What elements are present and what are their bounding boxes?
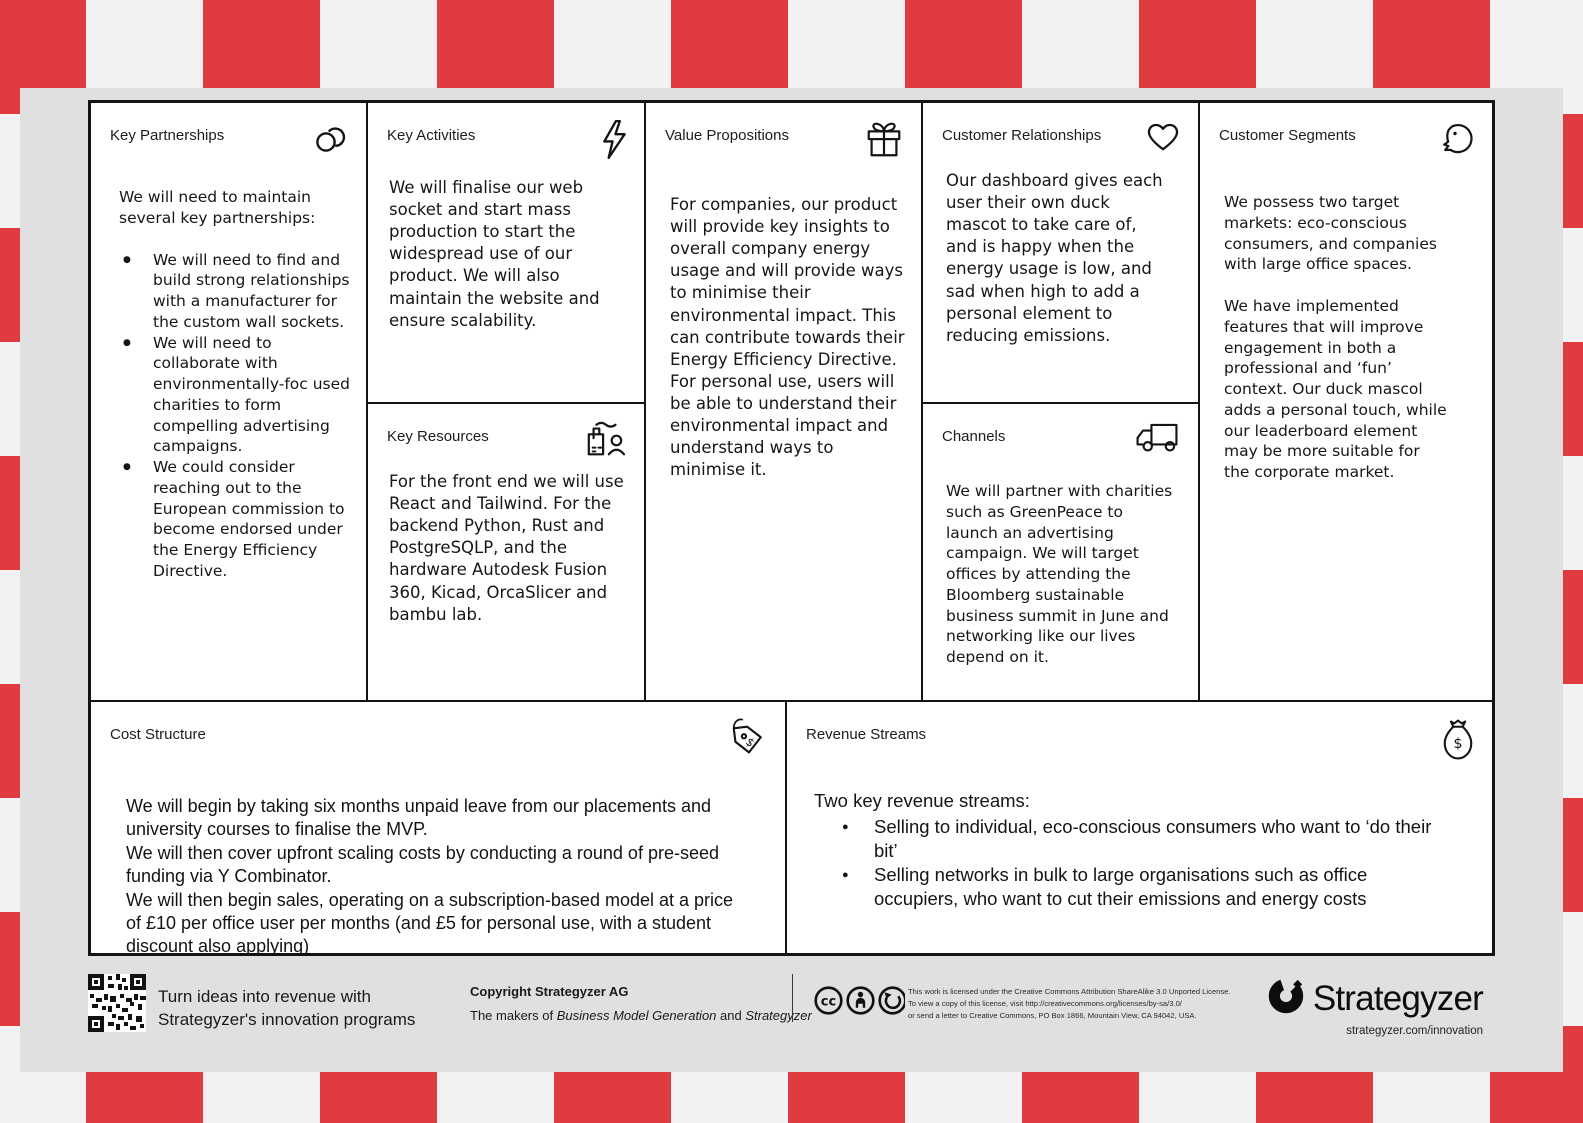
cost-line: We will then cover upfront scaling costs by conducting a round of pre-seed funding via Y Combinator. [126,842,719,887]
makers-line: The makers of Business Model Generation and Strategyzer [470,1008,812,1023]
section-text: We will need to maintain several key partnerships: [119,188,316,227]
section-text: We will finalise our web socket and start mass production to start the widespread use of our product. We will also maintain the website and ensure scalability. [389,178,600,330]
list-item: ● We will need to collaborate with environmentally-foc used charities to form compelling advertising campaigns. [153,333,352,458]
gift-icon [863,119,905,166]
section-text: We will partner with charities such as GreenPeace to launch an advertising campaign. We will target offices by attending the Bloomberg sustainable business summit in June and networking like our lives depend on it. [946,482,1173,667]
cc-icon: cc [820,994,837,1010]
footer-divider [792,974,793,1022]
strategyzer-logo-icon [1268,978,1304,1019]
footer-copyright [470,984,812,1023]
section-text: We have implemented features that will improve engagement in both a professional and ‘fun’ context. Our duck mascol adds a personal touch, while our leaderboard element may be more suitable for the corporate market. [1224,297,1447,482]
qr-code [88,974,146,1037]
section-cost-structure [91,700,787,957]
section-title: Revenue Streams [806,726,927,743]
section-key-resources [368,404,646,700]
copyright-line: Copyright Strategyzer AG [470,984,629,999]
canvas-grid [88,100,1495,956]
section-customer-relationships [923,103,1200,404]
section-revenue-streams [787,700,1492,953]
section-title: Key Partnerships [110,127,225,144]
section-title: Customer Segments [1219,127,1356,144]
section-text: We possess two target markets: eco-conscious consumers, and companies with large office spaces. [1224,193,1437,274]
lightning-bolt-icon [599,119,628,165]
section-text [814,789,1452,911]
section-text: For the front end we will use React and Tailwind. For the backend Python, Rust and PostgreSQLP, and the hardware Autodesk Fusion 360, Kicad, OrcaSlicer and bambu lab. [389,472,624,624]
footer-tagline: Turn ideas into revenue with Strategyzer's innovation programs [158,987,416,1030]
section-text: Our dashboard gives each user their own duck mascot to take care of, and is happy when the energy usage is low, and sad when high to add a personal element to reducing emissions. [946,171,1163,345]
canvas-panel [20,88,1563,1072]
svg-text:$: $ [743,734,758,750]
section-value-propositions [646,103,923,700]
section-text: For companies, our product will provide key insights to overall company energy usage and will provide ways to minimise their environmental impact. This can contribute towards their Energy Efficiency Directive. For personal use, users will be able to understand their environmental impact and understand ways to minimise it. [670,195,905,480]
revenue-intro: Two key revenue streams: [814,790,1030,811]
money-bag-icon [1440,718,1476,767]
bullet-list [842,815,1452,911]
list-item: ● We could consider reaching out to the European commission to become endorsed under the Energy Efficiency Directive. [153,457,352,582]
cc-by-icon [856,992,865,1008]
brand-url: strategyzer.com/innovation [1346,1025,1483,1037]
section-title: Cost Structure [110,726,206,743]
face-profile-icon [1436,119,1476,164]
cost-line: We will then begin sales, operating on a subscription-based model at a price of £10 per office user per months (and £5 for personal use, with a student discount also applying) [126,889,734,957]
section-title: Channels [942,428,1006,445]
strategyzer-brand [1243,978,1483,1037]
section-title: Value Propositions [665,127,789,144]
svg-text:$: $ [1453,736,1463,753]
heart-icon [1144,119,1182,158]
link-icon [312,119,350,162]
brand-wordmark: Strategyzer [1312,978,1483,1018]
bullet-list [153,250,352,582]
list-item: ● Selling networks in bulk to large organisations such as office occupiers, who want to cut their emissions and energy costs [842,863,1452,911]
section-key-activities [368,103,646,404]
section-title: Customer Relationships [942,127,1102,144]
section-channels [923,404,1200,700]
section-title: Key Activities [387,127,476,144]
list-item: ● Selling to individual, eco-conscious consumers who want to ‘do their bit’ [842,815,1452,863]
section-key-partnerships [91,103,368,700]
price-tag-icon [723,718,769,769]
cc-sa-icon [885,992,900,1008]
list-item: ● We will need to find and build strong relationships with a manufacturer for the custom wall sockets. [153,250,352,333]
section-text [126,795,749,959]
section-title: Key Resources [387,428,489,445]
cost-line: We will begin by taking six months unpaid leave from our placements and university courses to finalise the MVP. [126,796,711,840]
license-text: This work is licensed under the Creative Commons Attribution ShareAlike 3.0 Unported License. To view a copy of this license, visit http://creativecommons.org/licenses/by-sa/3.0/ or send a letter to Creative Commons, PO Box 1866, Mountain View, CA 94042, USA. [908,987,1231,1021]
factory-icon [582,420,628,465]
creative-commons-icons [813,985,905,1021]
section-customer-segments [1200,103,1492,700]
truck-icon [1132,420,1182,459]
